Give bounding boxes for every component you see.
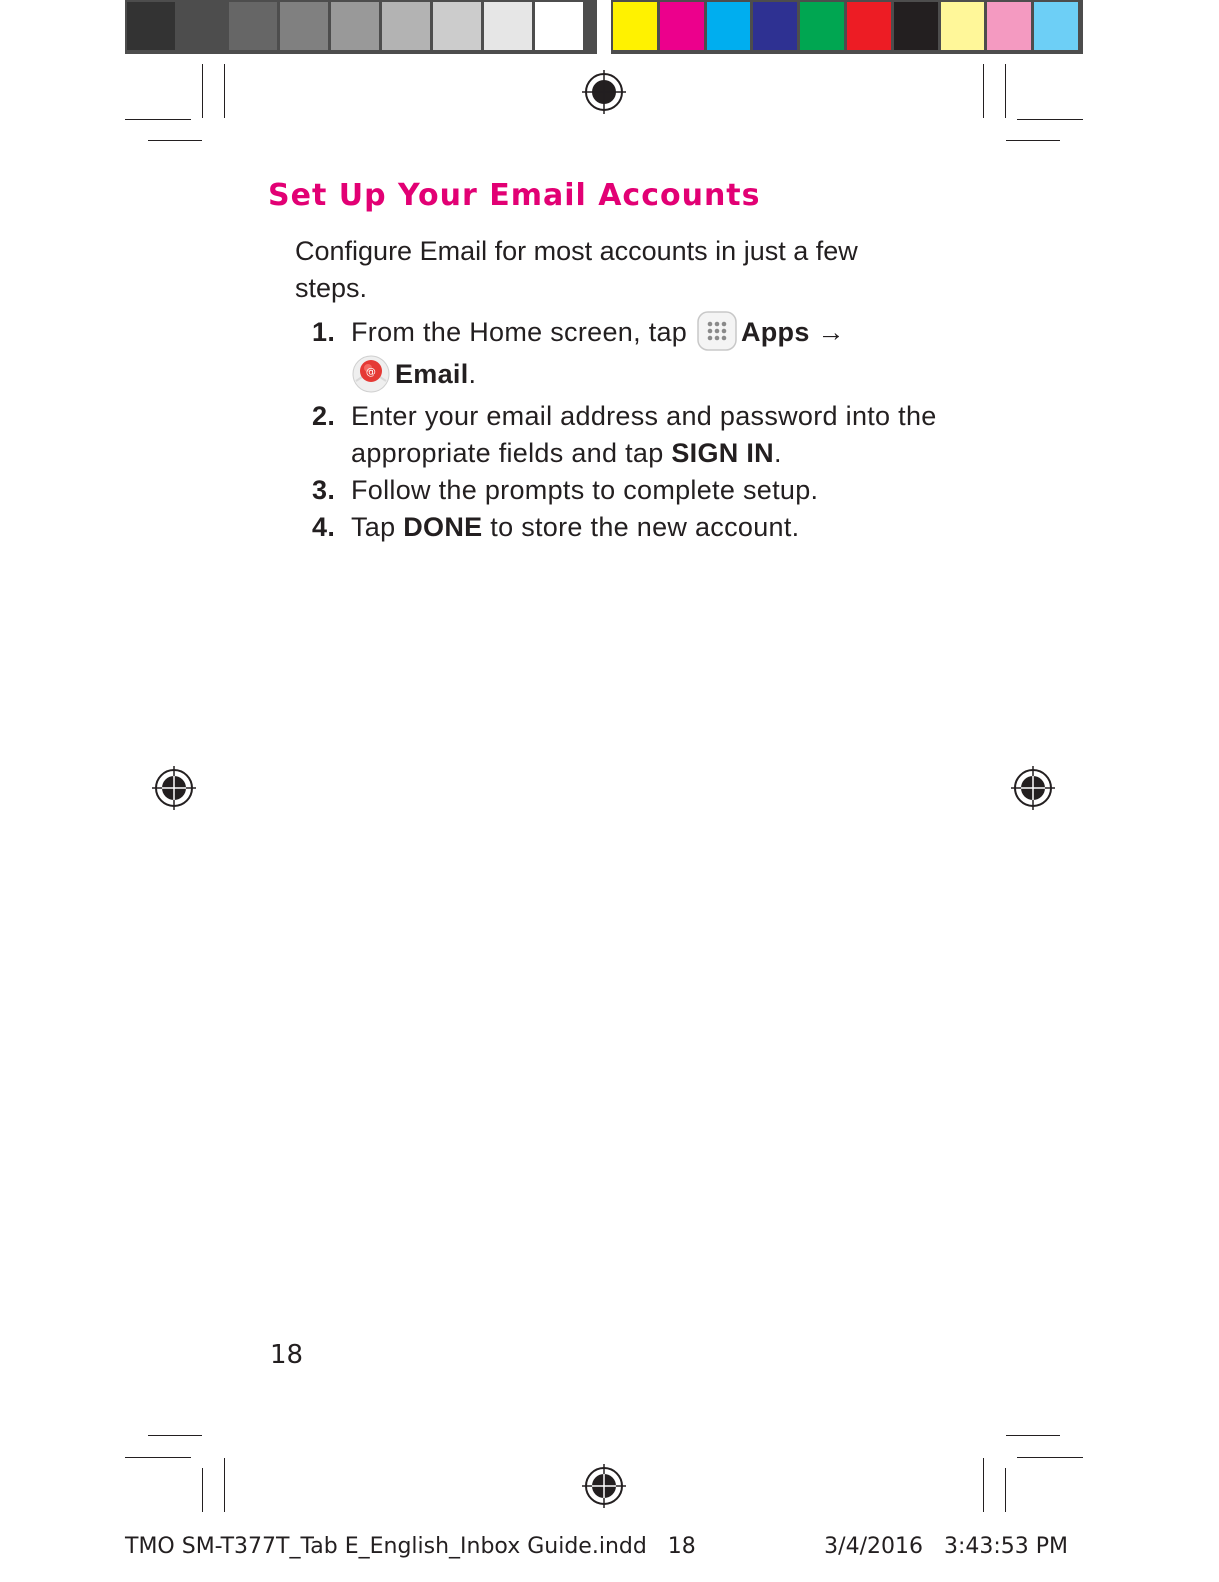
color-swatch bbox=[660, 2, 704, 50]
crop-mark bbox=[148, 1435, 202, 1436]
color-swatch bbox=[847, 2, 891, 50]
step-text: to store the new account. bbox=[490, 511, 800, 542]
sign-in-label: SIGN IN bbox=[671, 437, 774, 468]
step-number: 2. bbox=[312, 400, 336, 431]
svg-text:@: @ bbox=[365, 366, 377, 378]
list-item bbox=[312, 312, 952, 396]
step-text: From the Home screen, tap bbox=[351, 317, 688, 347]
crop-mark bbox=[983, 1458, 984, 1512]
gray-swatch bbox=[127, 2, 175, 50]
grayscale-color-bar bbox=[125, 0, 597, 54]
list-item bbox=[312, 398, 952, 472]
apps-label: Apps bbox=[740, 317, 810, 347]
gray-swatch bbox=[331, 2, 379, 50]
color-swatch bbox=[894, 2, 938, 50]
email-label: Email bbox=[395, 358, 469, 389]
email-app-icon bbox=[351, 353, 391, 393]
arrow: → bbox=[817, 317, 845, 347]
crop-mark bbox=[224, 64, 225, 118]
crop-mark bbox=[224, 1458, 225, 1512]
email-line bbox=[351, 354, 952, 396]
gray-swatch bbox=[535, 2, 583, 50]
crop-mark bbox=[1006, 1435, 1060, 1436]
done-label: DONE bbox=[403, 511, 483, 542]
intro-paragraph: Configure Email for most accounts in just a few steps. bbox=[295, 236, 858, 303]
crop-mark bbox=[202, 64, 203, 118]
registration-mark-icon bbox=[152, 766, 196, 810]
section-title: Set Up Your Email Accounts bbox=[268, 178, 761, 213]
color-swatch bbox=[1034, 2, 1078, 50]
step-punctuation: . bbox=[773, 437, 782, 468]
crop-mark bbox=[125, 1457, 191, 1458]
registration-mark-icon bbox=[1011, 766, 1055, 810]
step-number: 4. bbox=[312, 511, 336, 542]
crop-mark bbox=[202, 1468, 203, 1512]
crop-mark bbox=[125, 119, 191, 120]
step-text: Enter your email address and password into the appropriate fields and tap bbox=[351, 400, 937, 468]
crop-mark bbox=[1005, 64, 1006, 118]
page-number: 18 bbox=[270, 1340, 304, 1370]
gray-swatch bbox=[178, 2, 226, 50]
process-color-bar bbox=[611, 0, 1083, 54]
crop-mark bbox=[1017, 119, 1083, 120]
crop-mark bbox=[1006, 140, 1060, 141]
crop-mark bbox=[983, 64, 984, 118]
crop-mark bbox=[1005, 1468, 1006, 1512]
list-item bbox=[312, 509, 952, 546]
list-item bbox=[312, 472, 952, 509]
color-swatch bbox=[941, 2, 985, 50]
steps-list bbox=[312, 312, 952, 546]
color-swatch bbox=[707, 2, 751, 50]
gray-swatch bbox=[382, 2, 430, 50]
crop-mark bbox=[1017, 1457, 1083, 1458]
color-swatch bbox=[800, 2, 844, 50]
gray-swatch bbox=[229, 2, 277, 50]
gray-swatch bbox=[280, 2, 328, 50]
slug-timestamp: 3/4/2016 3:43:53 PM bbox=[824, 1534, 1068, 1559]
gray-swatch bbox=[484, 2, 532, 50]
registration-mark-icon bbox=[582, 70, 626, 114]
slug-filename: TMO SM-T377T_Tab E_English_Inbox Guide.indd 18 bbox=[125, 1534, 696, 1559]
step-punctuation: . bbox=[468, 358, 477, 389]
apps-grid-icon bbox=[697, 311, 737, 351]
color-swatch bbox=[613, 2, 657, 50]
crop-mark bbox=[148, 140, 202, 141]
registration-mark-icon bbox=[582, 1464, 626, 1508]
color-swatch bbox=[753, 2, 797, 50]
step-number: 3. bbox=[312, 474, 336, 505]
step-text: Follow the prompts to complete setup. bbox=[351, 474, 819, 505]
gray-swatch bbox=[433, 2, 481, 50]
step-number: 1. bbox=[312, 317, 336, 347]
color-swatch bbox=[987, 2, 1031, 50]
step-text: Tap bbox=[351, 511, 396, 542]
